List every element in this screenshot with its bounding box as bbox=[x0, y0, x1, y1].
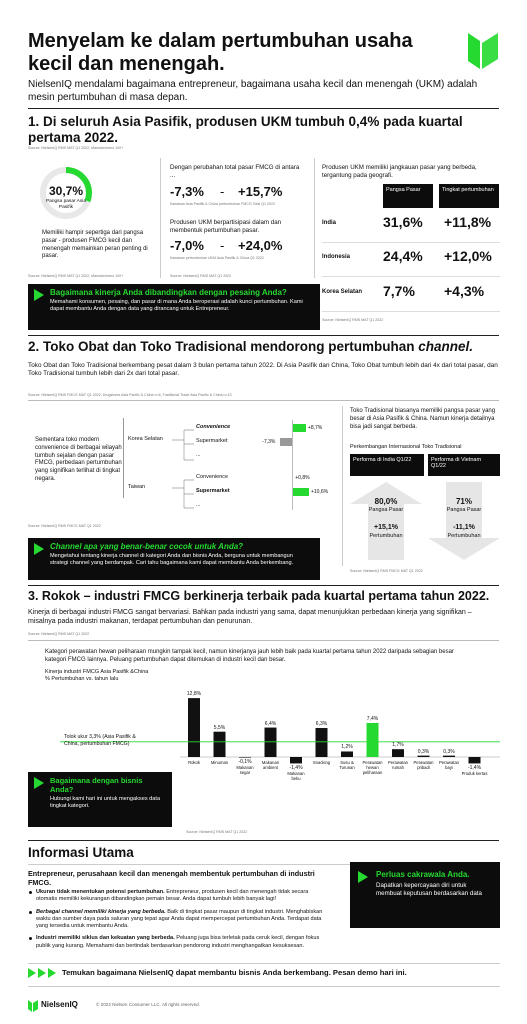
channel-bar bbox=[292, 488, 309, 496]
info-bullet-list bbox=[28, 889, 328, 955]
channel-value: +0,8% bbox=[295, 475, 310, 481]
bar-value-label: 6,3% bbox=[315, 721, 328, 728]
arrow-icon bbox=[34, 543, 44, 555]
source-note: Source: NielsenIQ RMS MAT Q1 2022 bbox=[28, 632, 90, 636]
chart-bar bbox=[418, 756, 430, 757]
table-row-growth: +11,8% bbox=[444, 214, 492, 230]
category-label: Produk kertas bbox=[461, 771, 488, 777]
geo-reach-text: Produsen UKM memiliki jangkauan pasar yang berbeda, tergantung pada geografi. bbox=[322, 164, 477, 180]
india-box: Performa di India Q1/22 bbox=[350, 454, 424, 476]
chart-description: Kategori perawatan hewan peliharaan mungkin tampak kecil, namun kinerjanya jauh lebih baik pada kuartal pertama tahun 2022 daripada sebagian besar kategori FMCG lainnya. Peluang pertumbuhan dapat ditemukan di industri kecil dan besar. bbox=[45, 649, 454, 663]
channel-left-text: Sementara toko modern convenience di berbagai wilayah tumbuh sejalan dengan pasar FMCG, perbedaan pertumbuhan yang signifikan terlihat di tingkat negara. bbox=[35, 437, 122, 482]
channel-label: Convenience bbox=[196, 474, 229, 480]
channel-label: Supermarket bbox=[196, 488, 230, 494]
india-up-arrow-icon bbox=[350, 482, 422, 560]
channel-value: +10,6% bbox=[310, 489, 329, 495]
country-korea: Korea Selatan bbox=[128, 436, 163, 442]
arrow-icon bbox=[34, 289, 44, 301]
india-growth: +15,1% bbox=[374, 524, 398, 531]
bar-value-label: -1,4% bbox=[467, 765, 482, 772]
info-heading: Informasi Utama bbox=[28, 845, 134, 860]
bar-value-label: -1,4% bbox=[289, 765, 303, 772]
donut-value: 30,7% bbox=[48, 184, 84, 198]
chart-bar bbox=[341, 751, 353, 757]
table-row-country: Korea Selatan bbox=[322, 289, 363, 295]
vietnam-down-arrow-icon bbox=[428, 482, 500, 560]
bar-value-label: 6,4% bbox=[264, 720, 277, 727]
chart-bar bbox=[443, 756, 455, 757]
cta-title: Bagaimana kinerja Anda dibandingkan dengan pesaing Anda? bbox=[50, 288, 287, 297]
sme-participation-text: Produsen UKM berpartisipasi dalam dan membentuk pertumbuhan pasar. bbox=[170, 219, 282, 235]
chart-bar bbox=[239, 757, 251, 758]
category-label: Susu & Turunan bbox=[339, 760, 355, 770]
chart-bar bbox=[392, 749, 404, 757]
chart-bar bbox=[290, 757, 302, 763]
category-label: Minuman bbox=[210, 760, 229, 765]
section-3-heading: 3. Rokok – industri FMCG berkinerja terbaik pada kuartal pertama tahun 2022. bbox=[28, 589, 490, 603]
channel-label: Supermarket bbox=[196, 438, 228, 444]
category-label: Perawatan hewan peliharaan bbox=[362, 760, 383, 775]
chart-bar bbox=[367, 723, 379, 757]
category-label: Snacking bbox=[312, 760, 331, 765]
footer-copyright: © 2022 Nielsen Consumer LLC. All rights reserved. bbox=[96, 1002, 200, 1007]
country-taiwan: Taiwan bbox=[128, 484, 146, 490]
source-note: Source: NielsenIQ RMS FMCG MAT Q1 2022 bbox=[350, 569, 423, 573]
col-header-growth: Tingkat pertumbuhan bbox=[439, 184, 499, 208]
channel-cta-box[interactable] bbox=[28, 538, 320, 580]
section-2-heading: 2. Toko Obat dan Toko Tradisional mendorong pertumbuhan channel. bbox=[28, 339, 474, 354]
channel-label: ... bbox=[196, 452, 201, 458]
info-bullet: Ukuran tidak menentukan potensi pertumbuhan. Entrepreneur, produsen kecil dan menengah tidak secara otomatis memiliki kekurangan dibandingkan pemain besar. Anda dapat tumbuh lebih banyak lagi! bbox=[28, 889, 328, 904]
fmcg-change-text: Dengan perubahan total pasar FMCG di antara ... bbox=[170, 164, 300, 180]
channel-label: ... bbox=[196, 502, 201, 508]
donut-description: Memiliki hampir sepertiga dari pangsa pasar - produsen FMCG kecil dan menengah memainkan peran penting di pasar. bbox=[42, 230, 148, 260]
category-label: Perawatan rumah bbox=[387, 760, 409, 770]
business-cta-box[interactable] bbox=[28, 772, 172, 827]
vietnam-box: Performa di Vietnam Q1/22 bbox=[428, 454, 500, 476]
info-bullet: Industri memiliki siklus dan kekuatan yang berbeda. Peluang juga bisa terletak pada ceruk kecil, dengan fokus publik yang kurang. Memahami dan bertindak berdasarkan pendorong industri menghangatkan kesuksesan. bbox=[28, 935, 328, 950]
source-note: Source: NielsenIQ RMS MAT Q1 2022, Manufacturers 100+ bbox=[28, 274, 124, 278]
category-label: Makanan ambient bbox=[261, 760, 280, 770]
competitor-cta-box[interactable] bbox=[28, 284, 320, 330]
page-subtitle: NielsenIQ mendalami bagaimana entrepreneur, bagaimana usaha kecil dan menengah (UKM) adalah mesin pertumbuhan di masa depan. bbox=[28, 79, 478, 103]
source-note: Source: NielsenIQ RMS FMCG MAT Q1 2022 bbox=[28, 524, 101, 528]
bar-value-label: 12,8% bbox=[186, 691, 202, 698]
info-subheading: Entrepreneur, perusahaan kecil dan menengah membentuk pertumbuhan di industri FMCG. bbox=[28, 869, 315, 888]
cta-body: Dapatkan kepercayaan diri untuk membuat keputusan berdasarkan data bbox=[376, 882, 482, 898]
category-label: Perawatan bayi bbox=[438, 760, 460, 770]
table-row-share: 31,6% bbox=[383, 214, 423, 230]
arrow-icon bbox=[358, 871, 368, 883]
chart-bar bbox=[316, 728, 328, 757]
horizon-cta-box[interactable] bbox=[350, 862, 500, 928]
vietnam-growth: -11,1% bbox=[453, 524, 475, 531]
table-row-growth: +12,0% bbox=[444, 248, 492, 264]
source-note: Source: NielsenIQ RMS MAT Q1 2022 bbox=[170, 274, 232, 278]
bar-value-label: 7,4% bbox=[366, 715, 379, 722]
bar-value-label: -0,1% bbox=[238, 759, 252, 766]
chart-bar bbox=[469, 757, 481, 763]
cta-body: Mengetahui tentang kinerja channel di kategori Anda dan bisnis Anda, berguna untuk membangun strategi channel yang berdampak. Cari tahu bagaimana kami dapat membantu Anda berkembang. bbox=[50, 553, 294, 567]
table-row-share: 7,7% bbox=[383, 283, 415, 299]
info-bullet: Berbagai channel memiliki kinerja yang berbeda. Baik di tingkat pasar maupun di tingkat industri. Menghabiskan waktu dan sumber daya pada saluran yang tepat agar Anda dapat mempercepat pertumbuhan Anda. Terdapat data yang tersedia untuk membantu Anda. bbox=[28, 909, 328, 931]
cta-title: Channel apa yang benar-benar cocok untuk Anda? bbox=[50, 542, 244, 551]
table-row-growth: +4,3% bbox=[444, 283, 485, 299]
category-label: Makanan segar bbox=[236, 765, 254, 776]
channel-label: Convenience bbox=[196, 424, 231, 430]
section-2-intro: Toko Obat dan Toko Tradisional berkembang pesat dalam 3 bulan pertama tahun 2022. Di Asia Pasifik dan China, Toko Obat tumbuh lebih dari 4x dari total pasar, dan Toko Tradisional tumbuh lebih dari 2x dari total pasar. bbox=[28, 362, 498, 378]
channel-value: +8,7% bbox=[307, 425, 323, 431]
fmcg-change-high: +15,7% bbox=[238, 184, 283, 199]
fmcg-change-low: -7,3% bbox=[170, 184, 204, 199]
perf-title: Perkembangan Internasional Toko Tradisional bbox=[350, 444, 462, 450]
chart-bar bbox=[265, 728, 277, 757]
vietnam-share: 71% bbox=[455, 497, 472, 506]
section-3-intro: Kinerja di berbagai industri FMCG sangat bervariasi. Bahkan pada industri yang sama, dapat menunjukkan perbedaan kinerja yang signifikan – misalnya pada industri makanan, terdapat pertumbuhan dan penurunan. bbox=[28, 609, 472, 626]
category-label: Perawatan pribadi bbox=[413, 760, 434, 770]
nielseniq-logo-mark-icon bbox=[468, 33, 498, 69]
section-1-heading: 1. Di seluruh Asia Pasifik, produsen UKM tumbuh 0,4% pada kuartal pertama 2022. bbox=[28, 114, 463, 146]
bar-value-label: 0,3% bbox=[443, 748, 455, 755]
demo-banner-link[interactable]: Temukan bagaimana NielsenIQ dapat membantu bisnis Anda berkembang. Pesan demo hari ini. bbox=[62, 968, 407, 977]
cta-body: Hubungi kami hari ini untuk mengakses data tingkat kategori. bbox=[50, 796, 161, 810]
chart-subtitle: Kinerja industri FMCG Asia Pasifik &China bbox=[45, 669, 149, 675]
channel-bar bbox=[292, 424, 306, 432]
table-row-country: Indonesia bbox=[322, 254, 351, 260]
industry-bar-chart bbox=[180, 684, 500, 794]
page-title: Menyelam ke dalam pertumbuhan usaha kecil dan menengah. bbox=[28, 30, 413, 75]
cta-title: Bagaimana dengan bisnis Anda? bbox=[50, 776, 143, 794]
source-note: Source: NielsenIQ RMS MAT Q1 2022 bbox=[322, 318, 384, 322]
bar-value-label: 5,5% bbox=[213, 724, 226, 731]
source-note: Source: NielsenIQ RMS MAT Q1 2022, Manufacturers 100+ bbox=[28, 146, 124, 150]
cta-body: Memahami konsumen, pesaing, dan pasar di mana Anda beroperasi adalah kunci pertumbuhan. Kami dapat membantu Anda dengan data yang dirancang untuk Entrepreneur. bbox=[50, 299, 303, 313]
traditional-text: Toko Tradisional biasanya memiliki pangsa pasar yang besar di Asia Pasifik & China. Namun kinerja detailnya bisa jadi sangat berbeda. bbox=[350, 408, 496, 430]
chart-bar bbox=[188, 698, 200, 757]
bar-value-label: 0,3% bbox=[417, 748, 430, 755]
benchmark-label: Tolok ukur 3,3% (Asia Pasifik & China, pertumbuhan FMCG) bbox=[64, 734, 136, 747]
category-label: Makanan beku bbox=[287, 771, 305, 782]
table-row-country: India bbox=[322, 220, 337, 226]
donut-label: Pangsa pasar Asia Pasifik bbox=[45, 199, 86, 210]
source-note: Source: NielsenIQ RMS FMCG MAT Q1 2022, Drugstores Asia Pacific & China n=6, Traditional Trade Asia Pacific & China n=10 bbox=[28, 393, 232, 397]
arrow-icon bbox=[34, 777, 44, 789]
chart-subtitle-2: % Pertumbuhan vs. tahun lalu bbox=[45, 676, 119, 682]
india-share: 80,0% bbox=[374, 497, 398, 506]
category-label: Rokok bbox=[188, 760, 200, 765]
table-row-share: 24,4% bbox=[383, 248, 423, 264]
sme-growth-low: -7,0% bbox=[170, 238, 204, 253]
chart-bar bbox=[214, 732, 226, 757]
footer-brand: NielsenIQ bbox=[41, 1000, 78, 1009]
channel-value: -7,3% bbox=[262, 439, 276, 445]
nielseniq-logo-icon bbox=[28, 1000, 38, 1012]
channel-bar bbox=[280, 438, 292, 446]
source-note: Source: NielsenIQ RMS MAT Q1 2022 bbox=[186, 830, 248, 834]
col-header-share: Pangsa Pasar bbox=[383, 184, 433, 208]
sme-growth-high: +24,0% bbox=[238, 238, 283, 253]
triple-arrow-icon bbox=[28, 968, 58, 978]
bar-value-label: 1,2% bbox=[341, 744, 353, 751]
bar-value-label: 1,7% bbox=[392, 742, 404, 749]
cta-title: Perluas cakrawala Anda. bbox=[376, 870, 470, 879]
